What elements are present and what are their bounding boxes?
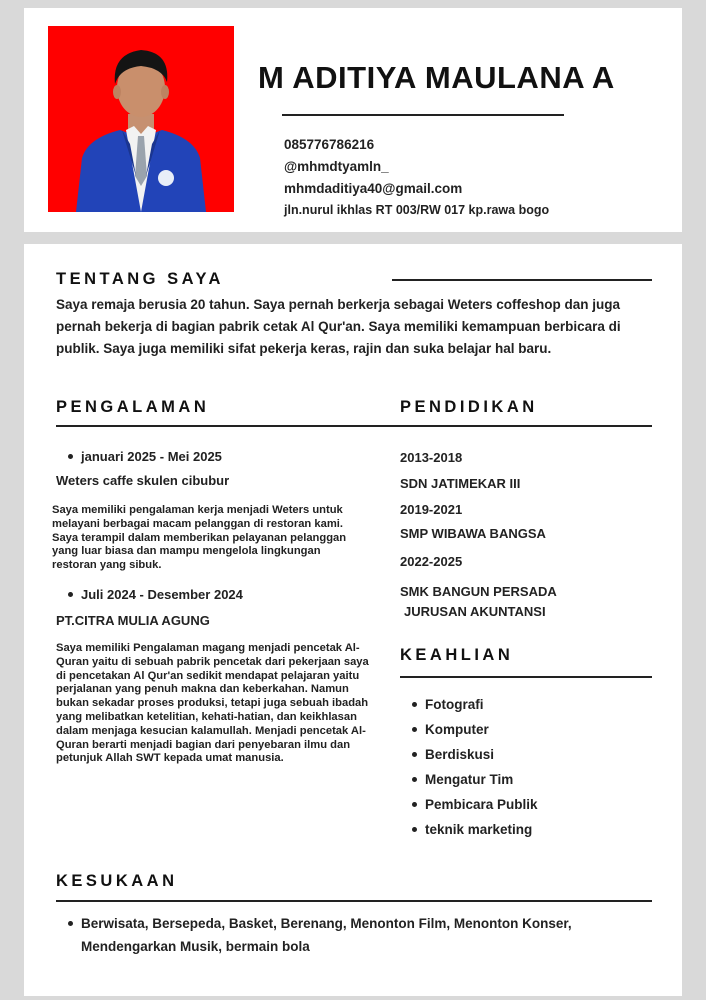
about-text: Saya remaja berusia 20 tahun. Saya pernah berkerja sebagai Weters coffeshop dan juga pernah bekerja di bagian pabrik cetak Al Qur'an. Saya memiliki kemampuan berbicara di publik. Saya juga memiliki sifat pekerja keras, rajin dan suka belajar hal baru.: [56, 297, 621, 356]
hobbies-list-item: [68, 912, 648, 958]
education-3-major: JURUSAN AKUNTANSI: [404, 604, 546, 619]
body-card: [24, 244, 682, 996]
hobbies-divider: [56, 900, 652, 902]
about-title: TENTANG SAYA: [56, 270, 224, 288]
profile-photo: [48, 26, 234, 212]
experience-education-divider: [56, 425, 652, 427]
skill-label: Komputer: [425, 722, 489, 737]
hobbies-text: Berwisata, Bersepeda, Basket, Berenang, Menonton Film, Menonton Konser, Mendengarkan Musik, bermain bola: [81, 916, 572, 954]
about-divider: [392, 279, 652, 281]
bullet-icon: [412, 827, 417, 832]
bullet-icon: [412, 802, 417, 807]
experience-1-period-text: januari 2025 - Mei 2025: [81, 449, 222, 464]
skill-item: [412, 767, 538, 792]
home-address: jln.nurul ikhlas RT 003/RW 017 kp.rawa bogo: [284, 203, 550, 217]
hobbies-title: KESUKAAN: [56, 872, 178, 890]
education-1-years: 2013-2018: [400, 450, 463, 465]
skill-item: [412, 742, 538, 767]
bullet-icon: [68, 454, 73, 459]
name-divider: [282, 114, 564, 116]
bullet-icon: [68, 592, 73, 597]
experience-1-place: Weters caffe skulen cibubur: [56, 473, 230, 488]
bullet-icon: [412, 777, 417, 782]
full-name: M ADITIYA MAULANA A: [258, 60, 615, 95]
skill-label: Fotografi: [425, 697, 484, 712]
experience-1-description: Saya memiliki pengalaman kerja menjadi Weters untuk melayani berbagai macam pelanggan di restoran kami. Saya terampil dalam memberikan pelayanan pelanggan yang luar biasa dan mampu mengelola lingkungan restoran yang sibuk.: [52, 504, 347, 572]
bullet-icon: [412, 727, 417, 732]
instagram-handle: @mhmdtyamln_: [284, 159, 389, 174]
skill-label: Pembicara Publik: [425, 797, 538, 812]
header-card: [24, 8, 682, 232]
bullet-icon: [412, 702, 417, 707]
skill-label: teknik marketing: [425, 822, 533, 837]
experience-2-period-text: Juli 2024 - Desember 2024: [81, 587, 243, 602]
skill-label: Berdiskusi: [425, 747, 495, 762]
skills-title: KEAHLIAN: [400, 646, 514, 664]
experience-1-period: [68, 449, 222, 464]
education-3-years: 2022-2025: [400, 554, 463, 569]
experience-2-place: PT.CITRA MULIA AGUNG: [56, 613, 210, 628]
education-1-school: SDN JATIMEKAR III: [400, 476, 521, 491]
experience-2-period: [68, 587, 243, 602]
education-3-school: SMK BANGUN PERSADA: [400, 584, 557, 599]
email-address: mhmdaditiya40@gmail.com: [284, 181, 463, 196]
person-silhouette-icon: [48, 26, 234, 212]
bullet-icon: [68, 921, 73, 926]
skill-item: [412, 817, 538, 842]
phone-number: 085776786216: [284, 137, 375, 152]
skill-label: Mengatur Tim: [425, 772, 514, 787]
skills-list: [412, 692, 538, 842]
education-2-school: SMP WIBAWA BANGSA: [400, 526, 546, 541]
skill-item: [412, 692, 538, 717]
skill-item: [412, 717, 538, 742]
education-2-years: 2019-2021: [400, 502, 463, 517]
bullet-icon: [412, 752, 417, 757]
experience-title: PENGALAMAN: [56, 398, 210, 416]
experience-2-description: Saya memiliki Pengalaman magang menjadi pencetak Al-Quran yaitu di sebuah pabrik pencetak dari pekerjaan saya di pencetakan Al Qur'an sedikit mendapat pelajaran yaitu perjalanan yang penuh makna dan keberkahan. Namun bukan sekadar proses produksi, tetapi juga sebuah ibadah yang melibatkan ketelitian, kehati-hatian, dan keikhlasan dalam menjaga kesucian kalamullah. Menjadi pencetak Al-Quran berarti menjadi bagian dari penyebaran ilmu dan petunjuk Allah SWT kepada umat manusia.: [56, 642, 369, 765]
skills-divider: [400, 676, 652, 678]
skill-item: [412, 792, 538, 817]
education-title: PENDIDIKAN: [400, 398, 538, 416]
